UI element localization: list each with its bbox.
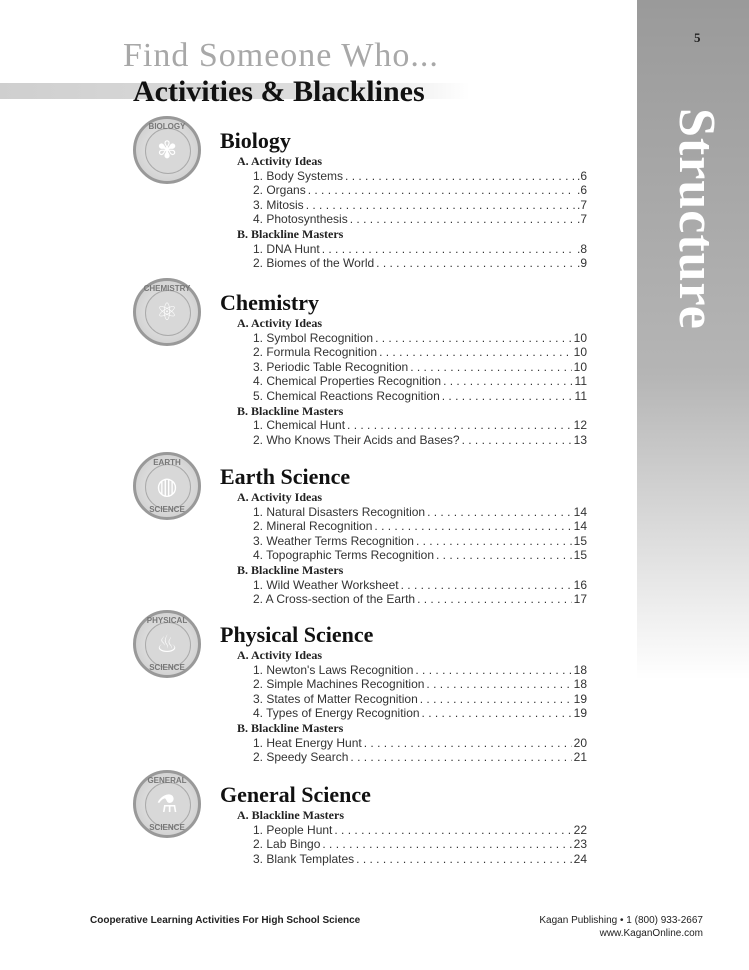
section-list: [237, 490, 587, 607]
item-title: 2. Simple Machines Recognition: [253, 677, 425, 692]
item-page: 23: [573, 837, 587, 852]
section-list: [237, 808, 587, 866]
list-item: [253, 256, 587, 271]
list-item: [253, 837, 587, 852]
dot-leader: [422, 706, 572, 721]
dot-leader: [417, 592, 572, 607]
dot-leader: [375, 331, 572, 346]
list-item: [253, 198, 587, 213]
dot-leader: [401, 578, 572, 593]
list-item: [253, 548, 587, 563]
list-item: [253, 823, 587, 838]
list-item: [253, 345, 587, 360]
list-item: [253, 169, 587, 184]
group-heading: B. Blackline Masters: [237, 226, 344, 241]
dot-leader: [345, 169, 575, 184]
dot-leader: [322, 242, 575, 257]
section-badge: [133, 452, 201, 520]
item-page: .7: [576, 197, 587, 212]
item-page: 18: [573, 677, 587, 692]
group-heading: B. Blackline Masters: [237, 562, 344, 577]
badge-label-bottom: SCIENCE: [149, 823, 185, 832]
item-title: 2. Organs: [253, 183, 306, 198]
item-title: 4. Photosynthesis: [253, 212, 348, 227]
section-badge: [133, 770, 201, 838]
item-page: 11: [574, 374, 587, 389]
list-item: [253, 374, 587, 389]
item-page: .7: [576, 212, 587, 227]
list-item: [253, 212, 587, 227]
footer-book-title: Cooperative Learning Activities For High School Science: [90, 915, 361, 926]
item-page: 22: [573, 822, 587, 837]
list-item: [253, 183, 587, 198]
list-item: [253, 331, 587, 346]
beaker-icon: ⚗: [156, 792, 178, 818]
item-page: .9: [576, 256, 587, 271]
dot-leader: [306, 198, 575, 213]
dot-leader: [462, 433, 572, 448]
group-heading: A. Activity Ideas: [237, 648, 322, 662]
list-item: [253, 360, 587, 375]
list-item: [253, 692, 587, 707]
item-title: 4. Types of Energy Recognition: [253, 706, 420, 721]
list-item: [253, 505, 587, 520]
item-page: 20: [573, 735, 587, 750]
list-item: [253, 736, 587, 751]
page-title: Activities & Blacklines: [133, 75, 425, 108]
item-title: 2. Speedy Search: [253, 750, 349, 765]
dot-leader: [420, 692, 572, 707]
section-list: [237, 648, 587, 765]
item-page: 14: [573, 519, 587, 534]
dot-leader: [364, 736, 572, 751]
item-title: 2. Biomes of the World: [253, 256, 375, 271]
item-title: 2. A Cross-section of the Earth: [253, 592, 416, 607]
item-page: 10: [573, 330, 587, 345]
side-tab-label: Structure: [668, 108, 725, 330]
item-title: 1. People Hunt: [253, 822, 333, 837]
badge-label-bottom: [136, 169, 198, 179]
item-page: 10: [573, 359, 587, 374]
section-list: [237, 154, 587, 271]
badge-label-top: BIOLOGY: [148, 122, 186, 131]
list-item: [253, 534, 587, 549]
list-item: [253, 578, 587, 593]
badge-label-bottom: SCIENCE: [149, 505, 185, 514]
dot-leader: [415, 663, 571, 678]
badge-label-top: EARTH: [153, 458, 181, 467]
dot-leader: [416, 534, 572, 549]
list-item: [253, 418, 587, 433]
item-title: 2. Lab Bingo: [253, 837, 321, 852]
list-item: [253, 852, 587, 867]
badge-label-bottom: [136, 331, 198, 341]
item-title: 1. Heat Energy Hunt: [253, 735, 362, 750]
item-page: 19: [573, 691, 587, 706]
group-heading: B. Blackline Masters: [237, 403, 344, 418]
group-heading: A. Blackline Masters: [237, 808, 344, 822]
title-top: Find Someone Who...: [123, 37, 439, 74]
page-number: 5: [694, 30, 701, 45]
item-title: 1. DNA Hunt: [253, 241, 320, 256]
dot-leader: [410, 360, 571, 375]
item-page: 21: [573, 750, 587, 765]
side-tab: [637, 0, 749, 680]
item-title: 1. Newton's Laws Recognition: [253, 662, 414, 677]
list-item: [253, 519, 587, 534]
item-title: 1. Wild Weather Worksheet: [253, 577, 399, 592]
section-title: Earth Science: [220, 464, 351, 489]
dot-leader: [350, 212, 575, 227]
item-title: 1. Symbol Recognition: [253, 330, 374, 345]
dot-leader: [426, 677, 571, 692]
item-page: 11: [574, 388, 587, 403]
list-item: [253, 677, 587, 692]
dot-leader: [376, 256, 575, 271]
item-title: 3. Mitosis: [253, 197, 304, 212]
footer-website: www.KaganOnline.com: [599, 928, 703, 939]
item-page: 19: [573, 706, 587, 721]
section-badge: [133, 610, 201, 678]
item-page: 17: [573, 592, 587, 607]
atom-icon: ⚛: [156, 300, 178, 326]
dot-leader: [356, 852, 571, 867]
badge-label-bottom: SCIENCE: [149, 663, 185, 672]
item-title: 4. Chemical Properties Recognition: [253, 374, 442, 389]
section-title: Biology: [220, 128, 291, 153]
list-item: [253, 706, 587, 721]
badge-label-top: CHEMISTRY: [143, 284, 191, 293]
badge-label-top: PHYSICAL: [146, 616, 188, 625]
section-badge: [133, 278, 201, 346]
footer-phone: Kagan Publishing • 1 (800) 933-2667: [539, 915, 703, 926]
badge-label-top: GENERAL: [147, 776, 187, 785]
item-title: 1. Body Systems: [253, 168, 344, 183]
footer-publisher: [539, 914, 703, 940]
list-item: [253, 663, 587, 678]
section-title: Chemistry: [220, 290, 319, 315]
item-title: 2. Formula Recognition: [253, 345, 378, 360]
dot-leader: [442, 389, 573, 404]
item-title: 1. Chemical Hunt: [253, 418, 346, 433]
item-title: 3. States of Matter Recognition: [253, 691, 418, 706]
dot-leader: [443, 374, 572, 389]
group-heading: A. Activity Ideas: [237, 490, 322, 504]
butterfly-icon: ✾: [156, 138, 178, 164]
dot-leader: [427, 505, 572, 520]
group-heading: B. Blackline Masters: [237, 720, 344, 735]
item-title: 1. Natural Disasters Recognition: [253, 504, 426, 519]
list-item: [253, 750, 587, 765]
list-item: [253, 592, 587, 607]
section-list: [237, 316, 587, 447]
list-item: [253, 389, 587, 404]
dot-leader: [334, 823, 571, 838]
section-badge: [133, 116, 201, 184]
item-page: 12: [573, 418, 587, 433]
item-title: 5. Chemical Reactions Recognition: [253, 388, 440, 403]
group-heading: A. Activity Ideas: [237, 154, 322, 168]
dot-leader: [347, 418, 572, 433]
item-page: 15: [573, 533, 587, 548]
flame-icon: ♨: [156, 632, 178, 658]
dot-leader: [308, 183, 575, 198]
dot-leader: [350, 750, 571, 765]
section-title: Physical Science: [220, 622, 374, 647]
item-title: 3. Periodic Table Recognition: [253, 359, 409, 374]
item-page: 16: [573, 577, 587, 592]
item-page: 14: [573, 504, 587, 519]
item-title: 2. Mineral Recognition: [253, 519, 373, 534]
list-item: [253, 242, 587, 257]
item-title: 3. Blank Templates: [253, 851, 355, 866]
globe-icon: ◍: [156, 474, 178, 500]
dot-leader: [374, 519, 571, 534]
item-page: 10: [573, 345, 587, 360]
list-item: [253, 433, 587, 448]
item-page: .8: [576, 241, 587, 256]
item-title: 2. Who Knows Their Acids and Bases?: [253, 432, 460, 447]
item-page: 13: [573, 432, 587, 447]
item-page: 15: [573, 548, 587, 563]
item-title: 4. Topographic Terms Recognition: [253, 548, 434, 563]
dot-leader: [322, 837, 571, 852]
dot-leader: [436, 548, 572, 563]
group-heading: A. Activity Ideas: [237, 316, 322, 330]
item-page: 24: [573, 851, 587, 866]
item-page: 18: [573, 662, 587, 677]
dot-leader: [379, 345, 572, 360]
item-title: 3. Weather Terms Recognition: [253, 533, 414, 548]
section-title: General Science: [220, 782, 371, 807]
item-page: .6: [576, 183, 587, 198]
item-page: .6: [576, 168, 587, 183]
